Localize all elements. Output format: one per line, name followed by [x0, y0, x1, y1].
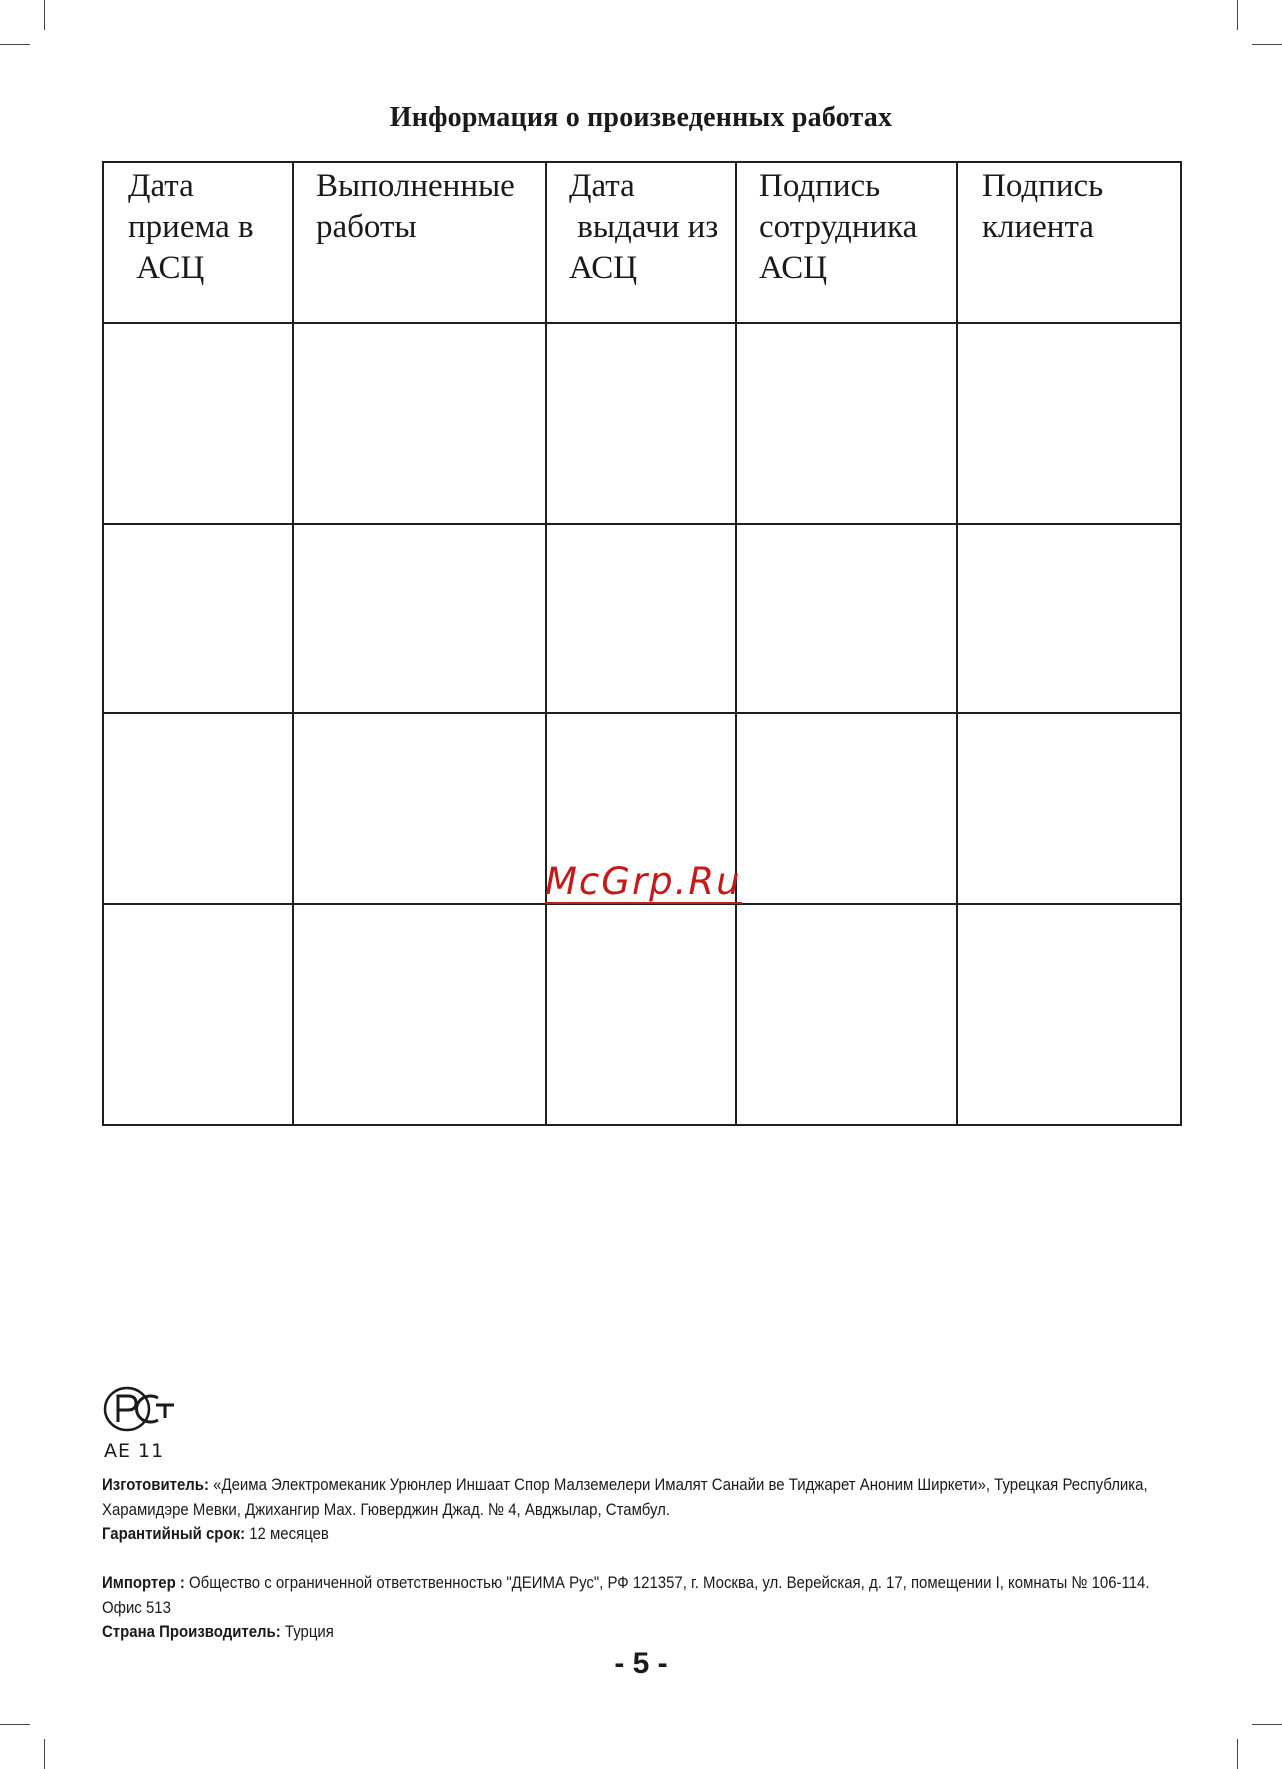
manufacturer-line: [102, 1473, 1193, 1522]
origin-label: Страна Производитель:: [102, 1622, 281, 1641]
header-intake-date: [103, 162, 293, 323]
table-cell[interactable]: [293, 713, 546, 904]
crop-mark: [1237, 1739, 1238, 1769]
header-label: Выполненные работы: [316, 168, 515, 245]
manufacturer-info: [102, 1473, 1193, 1547]
table-cell[interactable]: [293, 904, 546, 1125]
header-label: Дата приема в АСЦ: [128, 168, 254, 286]
crop-mark: [44, 1739, 45, 1769]
table-row: [103, 524, 1181, 713]
table-cell[interactable]: [103, 713, 293, 904]
table-cell[interactable]: [293, 524, 546, 713]
header-performed-works: [293, 162, 546, 323]
header-label: Подпись клиента: [982, 168, 1104, 245]
importer-text: Общество с ограниченной ответственностью "ДЕИМА Рус", РФ 121357, г. Москва, ул. Верейская, д. 17, помещении I, комнаты № 106-114. Офис 513: [102, 1573, 1150, 1617]
warranty-label: Гарантийный срок:: [102, 1524, 246, 1543]
works-table: [102, 161, 1182, 1126]
header-release-date: [546, 162, 736, 323]
rst-certification-icon: [102, 1384, 180, 1434]
crop-mark: [0, 44, 30, 45]
crop-mark: [0, 1724, 30, 1725]
table-cell[interactable]: [736, 323, 957, 524]
table-cell[interactable]: [103, 904, 293, 1125]
watermark: McGrp.Ru: [545, 860, 742, 903]
page-title: Информация о произведенных работах: [389, 102, 893, 133]
warranty-text: 12 месяцев: [249, 1524, 329, 1543]
table-cell[interactable]: [957, 323, 1181, 524]
page-number: - 5 -: [614, 1647, 668, 1680]
origin-text: Турция: [284, 1622, 334, 1641]
table-cell[interactable]: [957, 904, 1181, 1125]
crop-mark: [44, 0, 45, 30]
importer-line: [102, 1571, 1193, 1620]
crop-mark: [1252, 44, 1282, 45]
warranty-line: [102, 1522, 1193, 1547]
table-row: [103, 904, 1181, 1125]
table-cell[interactable]: [293, 323, 546, 524]
header-label: Подпись сотрудника АСЦ: [759, 168, 918, 286]
table-cell[interactable]: [546, 524, 736, 713]
crop-mark: [1252, 1724, 1282, 1725]
table-cell[interactable]: [103, 524, 293, 713]
importer-info: [102, 1571, 1193, 1645]
table-header-row: [103, 162, 1181, 323]
table-cell[interactable]: [736, 713, 957, 904]
header-label: Дата выдачи из АСЦ: [569, 168, 719, 286]
origin-line: [102, 1620, 1193, 1645]
table-cell[interactable]: [546, 904, 736, 1125]
manufacturer-label: Изготовитель:: [102, 1475, 209, 1494]
table-cell[interactable]: [736, 904, 957, 1125]
crop-mark: [1237, 0, 1238, 30]
table-cell[interactable]: [546, 323, 736, 524]
importer-label: Импортер :: [102, 1573, 185, 1592]
table-cell[interactable]: [103, 323, 293, 524]
header-client-signature: [957, 162, 1181, 323]
table-cell[interactable]: [957, 713, 1181, 904]
table-cell[interactable]: [736, 524, 957, 713]
header-employee-signature: [736, 162, 957, 323]
table-cell[interactable]: [957, 524, 1181, 713]
manufacturer-text: «Деима Электромеканик Урюнлер Иншаат Спор Малземелери Ималят Санайи ве Тиджарет Аноним Ширкети», Турецкая Республика, Харамидэре Мевки, Джихангир Мах. Гюверджин Джад. № 4, Авджылар, Стамбул.: [102, 1475, 1148, 1519]
table-row: [103, 323, 1181, 524]
certification-code: AE 11: [104, 1440, 165, 1462]
